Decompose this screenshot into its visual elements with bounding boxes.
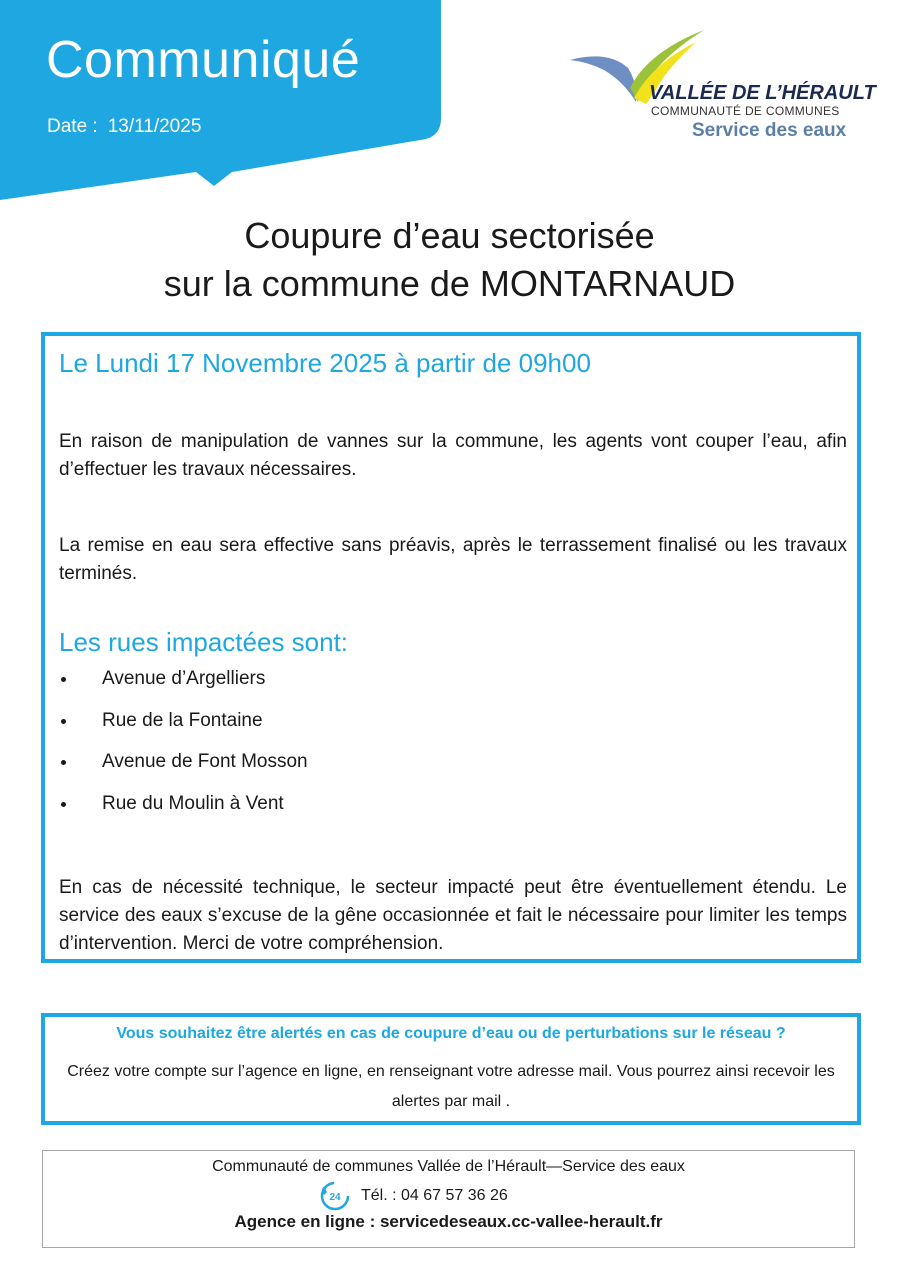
alert-box xyxy=(41,1013,861,1125)
phone-24h-icon xyxy=(319,1181,351,1211)
phone-label: Tél. : xyxy=(361,1187,397,1204)
bullet-icon xyxy=(61,719,66,724)
footer-phone xyxy=(319,1181,508,1211)
notice-title-line-2: sur la commune de MONTARNAUD xyxy=(163,263,736,304)
apology-paragraph: En cas de nécessité technique, le secteur impacté peut être éventuellement étendu. Le service des eaux s’excuse de la gêne occasionnée et fait le nécessaire pour limiter les temps d’intervention. Merci de votre compréhension. xyxy=(59,877,847,954)
notice-title xyxy=(0,212,899,308)
street-name: Rue du Moulin à Vent xyxy=(102,792,284,814)
restore-paragraph: La remise en eau sera effective sans préavis, après le terrassement finalisé ou les travaux terminés. xyxy=(59,535,847,584)
date-value: 13/11/2025 xyxy=(107,116,202,137)
page-title: Communiqué xyxy=(46,31,361,89)
alert-title: Vous souhaitez être alertés en cas de coupure d’eau ou de perturbations sur le réseau ? xyxy=(116,1025,786,1042)
street-name: Avenue de Font Mosson xyxy=(102,751,308,772)
reason-paragraph: En raison de manipulation de vannes sur la commune, les agents vont couper l’eau, afin d’effectuer les travaux nécessaires. xyxy=(59,431,847,480)
footer-organization: Communauté de communes Vallée de l’Hérault—Service des eaux xyxy=(212,1158,685,1175)
phone-icon-label: 24 xyxy=(329,1192,341,1203)
publication-date xyxy=(47,116,201,138)
notice-box xyxy=(41,332,861,963)
phone-number[interactable]: 04 67 57 36 26 xyxy=(401,1187,508,1204)
header-banner xyxy=(0,0,441,200)
alert-text: Créez votre compte sur l’agence en ligne, en renseignant votre adresse mail. Vous pourrez ainsi recevoir les alertes par mail . xyxy=(67,1063,835,1110)
logo-service: Service des eaux xyxy=(692,120,847,141)
bullet-icon xyxy=(61,802,66,807)
bullet-icon xyxy=(61,677,66,682)
logo-subtitle: COMMUNAUTÉ DE COMMUNES xyxy=(651,104,840,118)
logo-name: VALLÉE DE L’HÉRAULT xyxy=(649,82,876,104)
streets-heading: Les rues impactées sont: xyxy=(59,627,349,657)
intervention-date: Le Lundi 17 Novembre 2025 à partir de 09h00 xyxy=(59,348,591,378)
date-label: Date : xyxy=(47,116,98,137)
street-name: Avenue d’Argelliers xyxy=(102,668,266,689)
organization-logo xyxy=(568,28,876,148)
notice-title-line-1: Coupure d’eau sectorisée xyxy=(244,215,655,256)
bullet-icon xyxy=(61,760,66,765)
contact-footer xyxy=(42,1150,855,1248)
online-agency-link[interactable]: Agence en ligne : servicedeseaux.cc-vallee-herault.fr xyxy=(234,1212,663,1231)
street-name: Rue de la Fontaine xyxy=(102,709,263,731)
